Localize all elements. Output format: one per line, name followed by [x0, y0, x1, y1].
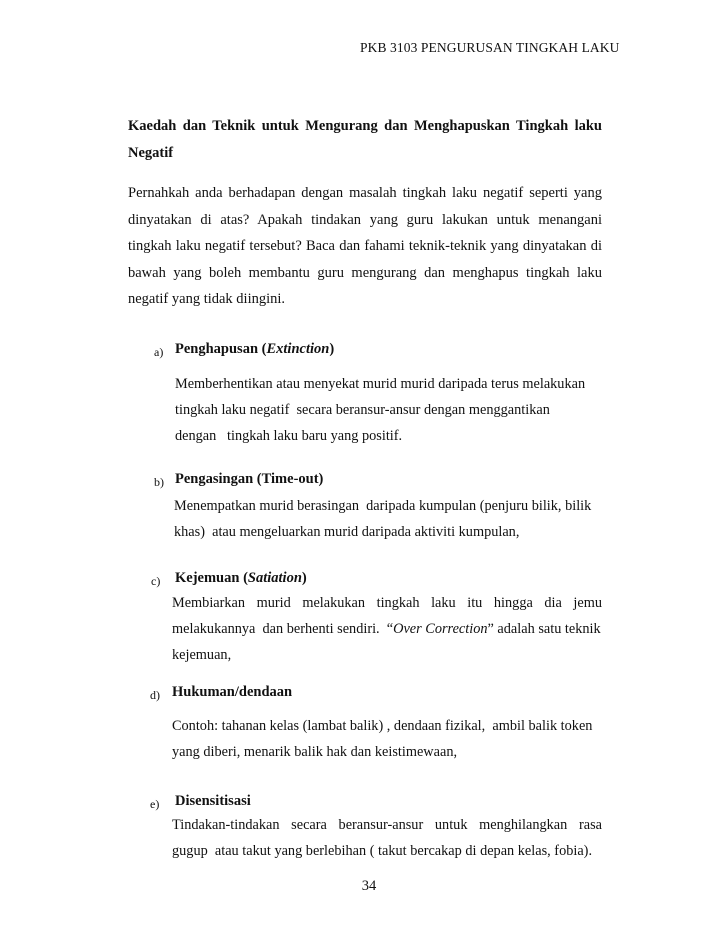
item-marker-b: b) — [154, 475, 164, 489]
item-body-d — [172, 713, 604, 765]
item-body-c — [172, 590, 602, 668]
item-body-e-line-1: Tindakan-tindakan secara beransur-ansur untuk menghilangkan rasa — [172, 817, 602, 833]
intro-paragraph: Pernahkah anda berhadapan dengan masalah tingkah laku negatif seperti yang dinyatakan di atas? Apakah tindakan yang guru lakukan untuk menangani tingkah laku negatif tersebut? Baca dan fahami teknik-teknik yang dinyatakan di bawah yang boleh membantu guru mengurang dan menghapus tingkah laku negatif yang tidak diingini. — [128, 185, 602, 307]
item-body-c-line-3: kejemuan, — [172, 647, 232, 663]
item-marker-e: e) — [150, 797, 160, 811]
item-body-b-line-2: khas) atau mengeluarkan murid daripada aktiviti kumpulan, — [174, 524, 520, 540]
item-body-d-line-2: yang diberi, menarik balik hak dan keistimewaan, — [172, 744, 458, 760]
item-body-a-line-2: tingkah laku negatif secara beransur-ansur dengan menggantikan — [175, 402, 550, 418]
item-body-b-line-1: Menempatkan murid berasingan daripada kumpulan (penjuru bilik, bilik — [174, 498, 592, 514]
item-body-a — [175, 371, 615, 449]
item-body-b — [174, 493, 614, 545]
item-body-e-line-2: gugup atau takut yang berlebihan ( takut bercakap di depan kelas, fobia). — [172, 843, 593, 859]
item-marker-a: a) — [154, 345, 164, 359]
item-title-a: Penghapusan (Extinction) — [175, 341, 335, 357]
page-number: 34 — [361, 878, 377, 894]
item-body-c-line-2: melakukannya dan berhenti sendiri. “Over Correction” adalah satu teknik — [172, 621, 601, 637]
item-marker-c: c) — [151, 574, 161, 588]
item-title-c: Kejemuan (Satiation) — [175, 570, 307, 586]
item-title-e: Disensitisasi — [175, 793, 251, 809]
over-correction-term: Over Correction — [393, 621, 488, 637]
item-title-b: Pengasingan (Time-out) — [175, 471, 324, 487]
item-body-c-line-1: Membiarkan murid melakukan tingkah laku itu hingga dia jemu — [172, 595, 602, 611]
item-body-e — [172, 812, 602, 864]
item-title-a-english: Extinction — [266, 341, 330, 357]
section-title: Kaedah dan Teknik untuk Mengurang dan Menghapuskan Tingkah laku Negatif — [128, 118, 602, 161]
running-header: PKB 3103 PENGURUSAN TINGKAH LAKU — [360, 40, 620, 55]
item-title-d: Hukuman/dendaan — [172, 684, 293, 700]
item-body-a-line-1: Memberhentikan atau menyekat murid murid daripada terus melakukan — [175, 376, 586, 392]
item-body-d-line-1: Contoh: tahanan kelas (lambat balik) , dendaan fizikal, ambil balik token — [172, 718, 593, 734]
item-marker-d: d) — [150, 688, 160, 702]
item-body-a-line-3: dengan tingkah laku baru yang positif. — [175, 428, 403, 444]
item-title-c-english: Satiation — [247, 570, 302, 586]
